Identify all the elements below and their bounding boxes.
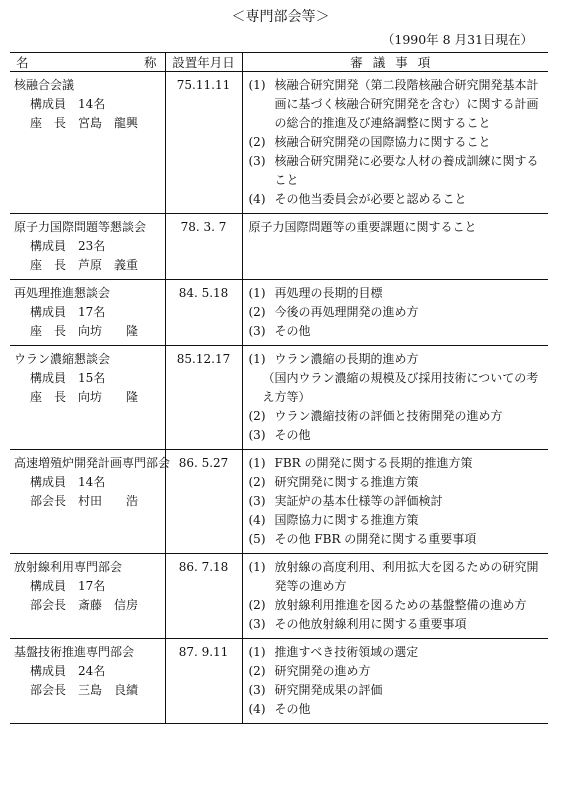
matter-number: (4) [248,192,266,206]
matter-text: その他当委員会が必要と認めること [274,192,467,206]
committee-cell [10,346,165,450]
matter-text: 研究開発の進め方 [274,664,371,678]
matter-text: 核融合研究開発の国際協力に関すること [274,135,491,149]
table-row [10,346,548,450]
committee-leader: 部会長 斎藤 信房 [30,598,139,612]
matter-item [249,322,547,341]
matter-text: 国際協力に関する推進方策 [274,513,419,527]
matter-item [249,218,547,237]
page-title: ＜専門部会等＞ [231,9,330,25]
established-date: 84. 5.18 [165,280,242,346]
matter-number: (5) [248,532,266,546]
matter-number: (1) [248,645,266,659]
matter-item [249,511,547,530]
matter-text: その他放射線利用に関する重要事項 [274,617,467,631]
matter-item [249,76,547,133]
committee-cell [10,554,165,639]
committee-name: 高速増殖炉開発計画専門部会 [14,456,171,470]
matter-number: (2) [248,305,266,319]
table-row [10,72,548,214]
matters-cell [242,72,548,214]
matter-text: 実証炉の基本仕様等の評価検討 [274,494,443,508]
matter-text: ウラン濃縮の長期的進め方 [274,352,419,366]
matter-item [249,350,547,369]
header-name-left: 名 [16,55,29,70]
matter-text: その他 [274,324,311,338]
table-row [10,450,548,554]
matter-text: その他 [274,428,311,442]
matter-number: (3) [248,683,266,697]
table-row [10,214,548,280]
matter-item [249,284,547,303]
matter-number: (4) [248,702,266,716]
matters-cell [242,346,548,450]
committee-members: 構成員 23名 [30,239,106,253]
committee-members: 構成員 14名 [30,475,106,489]
matter-item [249,615,547,634]
matters-cell [242,639,548,724]
matter-text: 放射線の高度利用、利用拡大を図るための研究開発等の進め方 [274,560,539,593]
matter-item [249,558,547,596]
table-row [10,554,548,639]
matter-number: (1) [248,352,266,366]
matter-text: 今後の再処理開発の進め方 [274,305,419,319]
matters-cell [242,554,548,639]
matter-item [249,700,547,719]
matter-number: (2) [248,664,266,678]
established-date: 75.11.11 [165,72,242,214]
committee-cell [10,72,165,214]
committee-members: 構成員 15名 [30,371,106,385]
matter-text: ウラン濃縮技術の評価と技術開発の進め方 [274,409,503,423]
committee-name: 放射線利用専門部会 [14,560,123,574]
committee-leader: 座 長 宮島 龍興 [30,116,139,130]
established-date: 85.12.17 [165,346,242,450]
committee-members: 構成員 17名 [30,579,106,593]
matter-item [249,454,547,473]
matter-number: (4) [248,513,266,527]
committee-leader: 座 長 向坊 隆 [30,390,139,404]
matter-item [249,643,547,662]
header-date: 設置年月日 [165,53,242,72]
matter-item [249,492,547,511]
matter-text: 放射線利用推進を図るための基盤整備の進め方 [274,598,527,612]
matter-text: 研究開発成果の評価 [274,683,383,697]
established-date: 86. 7.18 [165,554,242,639]
matter-number: (3) [248,428,266,442]
matter-text: 研究開発に関する推進方策 [274,475,419,489]
committee-members: 構成員 17名 [30,305,106,319]
matter-item [249,530,547,549]
committee-cell [10,450,171,554]
committee-members: 構成員 14名 [30,97,106,111]
matter-number: (3) [248,494,266,508]
as-of-date: （1990年 8 月31日現在） [381,32,533,47]
committee-leader: 座 長 向坊 隆 [30,324,139,338]
matters-cell [242,450,548,554]
committee-name: 基盤技術推進専門部会 [14,645,135,659]
matter-number: (2) [248,135,266,149]
established-date: 86. 5.27 [165,450,242,554]
header-name [10,53,165,72]
matter-text: （国内ウラン濃縮の規模及び採用技術についての考え方等） [262,371,539,404]
matter-item [249,303,547,322]
table-row [10,280,548,346]
committee-table [10,52,548,724]
committee-name: 核融合会議 [14,78,75,92]
matter-number: (2) [248,409,266,423]
matter-item [249,133,547,152]
matter-number: (2) [248,475,266,489]
committee-members: 構成員 24名 [30,664,106,678]
committee-leader: 部会長 村田 浩 [30,494,139,508]
table-row [10,639,548,724]
matter-number: (1) [248,560,266,574]
matter-text: 再処理の長期的目標 [274,286,383,300]
table-body [10,72,548,724]
matter-item [249,369,547,407]
matter-item [249,473,547,492]
matter-text: 原子力国際問題等の重要課題に関すること [248,220,477,234]
matter-item [249,662,547,681]
established-date: 78. 3. 7 [165,214,242,280]
matter-number: (3) [248,617,266,631]
matters-cell [242,280,548,346]
matter-number: (1) [248,78,266,92]
committee-name: 原子力国際問題等懇談会 [14,220,147,234]
table-header-row [10,53,548,72]
matter-text: 推進すべき技術領域の選定 [274,645,419,659]
matter-item [249,190,547,209]
matter-item [249,681,547,700]
committee-cell [10,214,165,280]
matter-text: FBR の開発に関する長期的推進方策 [274,456,473,470]
matter-number: (2) [248,598,266,612]
matter-item [249,407,547,426]
matter-item [249,152,547,190]
matter-text: その他 FBR の開発に関する重要事項 [274,532,477,546]
matter-text: 核融合研究開発（第二段階核融合研究開発基本計画に基づく核融合研究開発を含む）に関する計画の総合的推進及び連絡調整に関すること [274,78,539,130]
committee-name: ウラン濃縮懇談会 [14,352,111,366]
matter-item [249,596,547,615]
committee-cell [10,280,165,346]
header-name-right: 称 [143,55,157,70]
matters-cell [242,214,548,280]
committee-name: 再処理推進懇談会 [14,286,111,300]
matter-number: (1) [248,286,266,300]
matter-number: (1) [248,456,266,470]
matter-number: (3) [248,154,266,168]
committee-leader: 部会長 三島 良績 [30,683,139,697]
matter-item [249,426,547,445]
committee-cell [10,639,165,724]
matter-number: (3) [248,324,266,338]
matter-text: その他 [274,702,311,716]
committee-leader: 座 長 芦原 義重 [30,258,139,272]
established-date: 87. 9.11 [165,639,242,724]
matter-text: 核融合研究開発に必要な人材の養成訓練に関すること [274,154,539,187]
header-matters: 審議事項 [242,53,548,72]
